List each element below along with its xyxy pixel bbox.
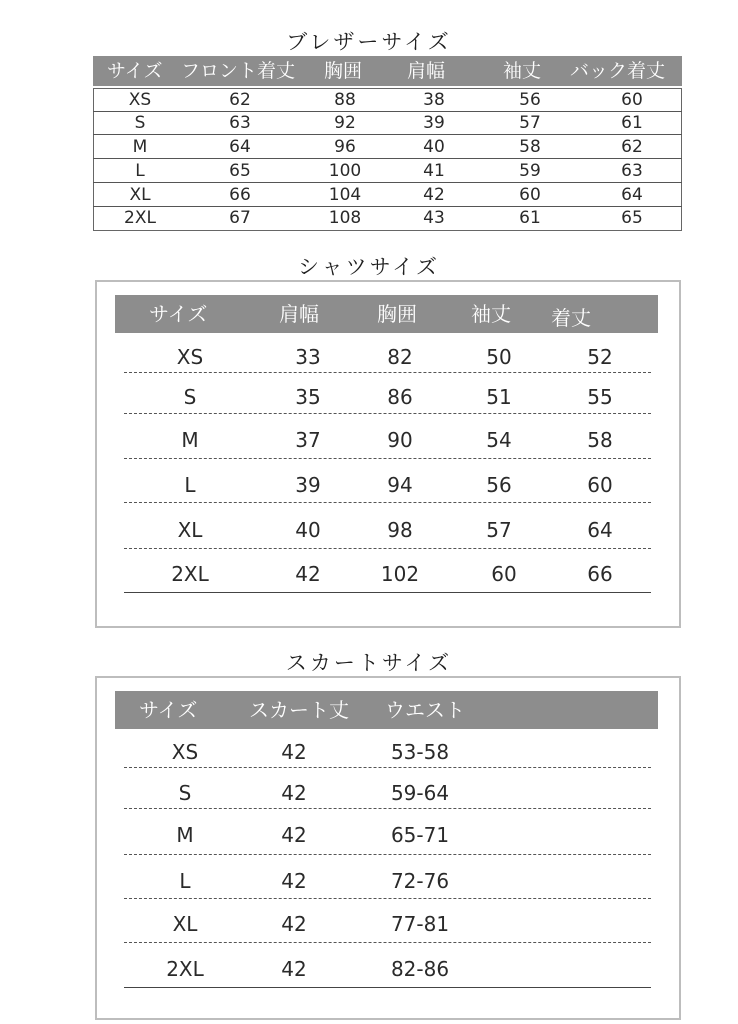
table-cell: 59-64 <box>390 781 450 805</box>
table-cell: M <box>176 823 194 847</box>
table-cell: 98 <box>387 518 413 542</box>
skirt-title: スカートサイズ <box>285 651 453 675</box>
table-cell: 100 <box>328 161 362 181</box>
table-cell: 58 <box>519 137 541 157</box>
table-cell: 61 <box>519 208 541 228</box>
table-cell: 102 <box>380 562 420 586</box>
skirt-header-waist: ウエスト <box>385 698 465 722</box>
shirt-header-sleeve: 袖丈 <box>471 302 511 326</box>
table-cell: 57 <box>519 113 541 133</box>
table-cell: L <box>184 473 196 497</box>
table-cell: 65 <box>229 161 251 181</box>
table-cell: XL <box>129 185 151 205</box>
table-cell: 2XL <box>166 957 204 981</box>
table-cell: 60 <box>519 185 541 205</box>
table-cell: 2XL <box>171 562 209 586</box>
table-cell: 59 <box>519 161 541 181</box>
table-cell: 66 <box>229 185 251 205</box>
table-cell: 38 <box>423 90 445 110</box>
blazer-header-sleeve: 袖丈 <box>503 60 542 82</box>
table-cell: L <box>179 869 191 893</box>
table-cell: 57 <box>486 518 512 542</box>
table-cell: 50 <box>486 345 512 369</box>
table-cell: 104 <box>328 185 362 205</box>
table-cell: M <box>132 137 148 157</box>
table-cell: 65 <box>621 208 643 228</box>
blazer-header-shoulder: 肩幅 <box>407 60 446 82</box>
blazer-header-chest: 胸囲 <box>324 60 363 82</box>
table-cell: 40 <box>295 518 321 542</box>
table-cell: 42 <box>281 957 307 981</box>
table-cell: 39 <box>295 473 321 497</box>
table-cell: 66 <box>587 562 613 586</box>
table-cell: 53-58 <box>390 740 450 764</box>
skirt-header-row <box>115 691 658 729</box>
table-cell: 88 <box>334 90 356 110</box>
table-cell: 92 <box>334 113 356 133</box>
table-cell: XS <box>176 345 204 369</box>
table-cell: 60 <box>491 562 517 586</box>
table-cell: 60 <box>587 473 613 497</box>
table-cell: S <box>183 385 197 409</box>
table-cell: XL <box>172 912 198 936</box>
table-cell: 43 <box>423 208 445 228</box>
skirt-header-length: スカート丈 <box>249 698 349 722</box>
table-cell: 54 <box>486 428 512 452</box>
table-cell: 94 <box>387 473 413 497</box>
table-cell: 40 <box>423 137 445 157</box>
table-cell: 67 <box>229 208 251 228</box>
table-cell: 42 <box>281 740 307 764</box>
table-cell: 42 <box>281 912 307 936</box>
table-cell: 62 <box>621 137 643 157</box>
table-cell: 77-81 <box>390 912 450 936</box>
table-cell: 42 <box>281 781 307 805</box>
table-cell: XL <box>177 518 203 542</box>
table-cell: 82 <box>387 345 413 369</box>
table-cell: 86 <box>387 385 413 409</box>
blazer-header-row <box>93 56 682 86</box>
table-cell: 64 <box>229 137 251 157</box>
table-cell: 42 <box>295 562 321 586</box>
table-cell: M <box>181 428 199 452</box>
shirt-header-size: サイズ <box>149 302 208 326</box>
shirt-header-chest: 胸囲 <box>377 302 417 326</box>
table-cell: XS <box>171 740 199 764</box>
table-cell: 64 <box>587 518 613 542</box>
table-cell: 61 <box>621 113 643 133</box>
table-cell: 42 <box>281 869 307 893</box>
blazer-header-front-length: フロント着丈 <box>181 60 296 82</box>
table-cell: 58 <box>587 428 613 452</box>
table-cell: S <box>178 781 192 805</box>
table-cell: 108 <box>328 208 362 228</box>
table-cell: 82-86 <box>390 957 450 981</box>
table-cell: 63 <box>229 113 251 133</box>
table-cell: 72-76 <box>390 869 450 893</box>
table-cell: 42 <box>423 185 445 205</box>
table-cell: 62 <box>229 90 251 110</box>
table-cell: 63 <box>621 161 643 181</box>
table-cell: 52 <box>587 345 613 369</box>
blazer-header-back-length: バック着丈 <box>570 60 666 82</box>
table-cell: S <box>134 113 146 133</box>
table-cell: 90 <box>387 428 413 452</box>
table-cell: 55 <box>587 385 613 409</box>
table-cell: L <box>135 161 145 181</box>
table-cell: XS <box>128 90 152 110</box>
table-cell: 64 <box>621 185 643 205</box>
blazer-title: ブレザーサイズ <box>286 30 452 54</box>
table-cell: 41 <box>423 161 445 181</box>
table-cell: 35 <box>295 385 321 409</box>
shirt-title: シャツサイズ <box>298 255 440 279</box>
table-cell: 60 <box>621 90 643 110</box>
table-cell: 37 <box>295 428 321 452</box>
table-cell: 2XL <box>124 208 156 228</box>
skirt-header-size: サイズ <box>139 698 198 722</box>
table-cell: 51 <box>486 385 512 409</box>
table-cell: 56 <box>519 90 541 110</box>
table-cell: 96 <box>334 137 356 157</box>
shirt-header-row <box>115 295 658 333</box>
table-cell: 56 <box>486 473 512 497</box>
shirt-header-length: 着丈 <box>551 306 591 330</box>
blazer-header-size: サイズ <box>107 60 163 82</box>
table-cell: 33 <box>295 345 321 369</box>
table-cell: 42 <box>281 823 307 847</box>
table-cell: 65-71 <box>390 823 450 847</box>
table-cell: 39 <box>423 113 445 133</box>
shirt-header-shoulder: 肩幅 <box>279 302 319 326</box>
